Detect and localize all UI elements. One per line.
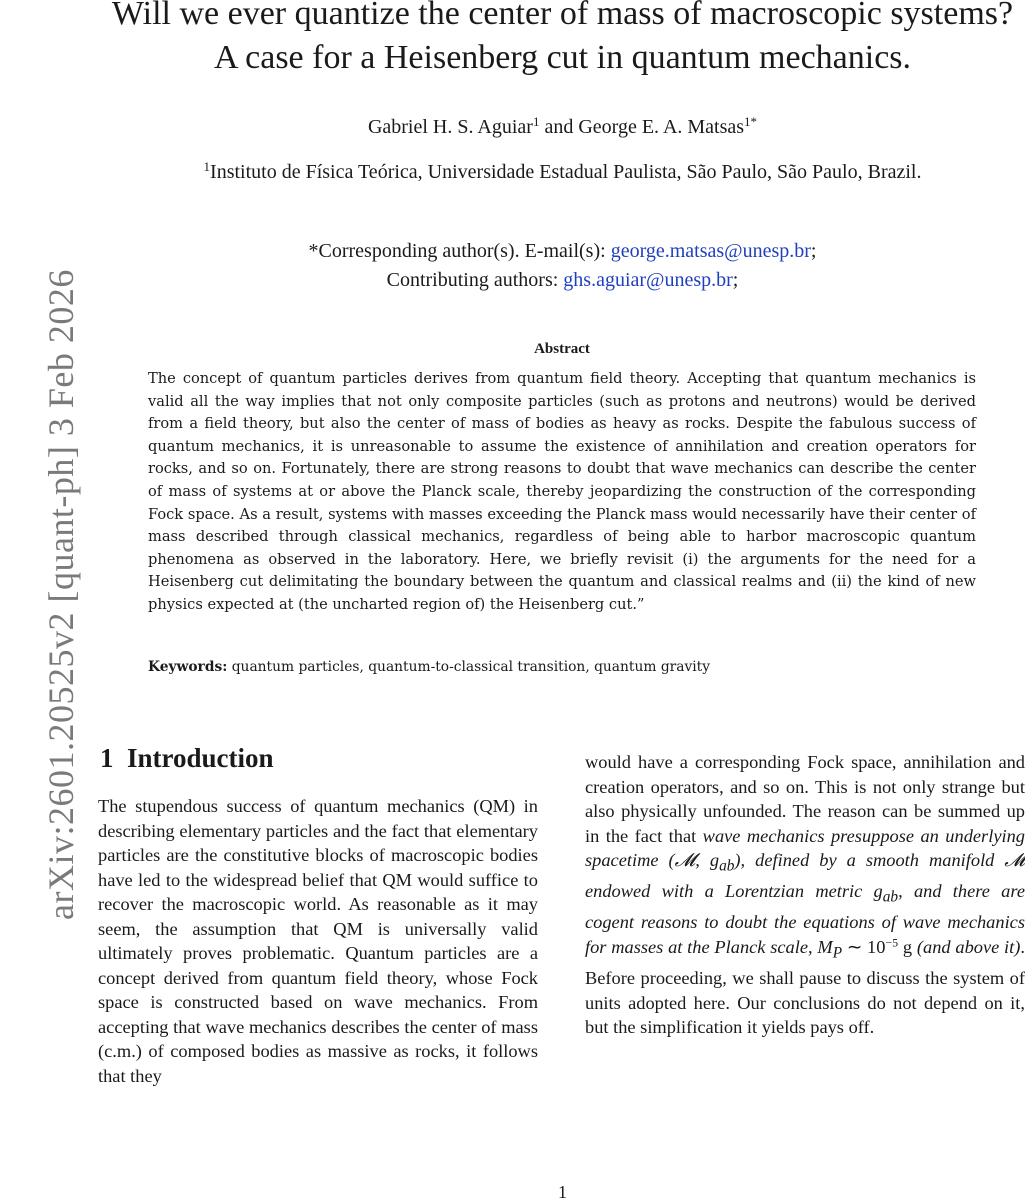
keywords-label: Keywords: bbox=[148, 659, 228, 675]
body-column-right bbox=[585, 750, 1025, 1040]
body-column-left bbox=[98, 794, 538, 1088]
corresponding-line bbox=[100, 237, 1025, 266]
corresponding-label: *Corresponding author(s). E-mail(s): bbox=[308, 240, 611, 262]
text-run: ∼ 10 bbox=[842, 936, 886, 957]
math-symbol: 𝓜 bbox=[674, 850, 696, 870]
affiliation-marker: 1 bbox=[203, 158, 211, 174]
author-name: Gabriel H. S. Aguiar bbox=[367, 116, 533, 138]
paper-title: Will we ever quantize the center of mass of macroscopic systems? A case for a Heisenberg cut in quantum mechanics. bbox=[111, 0, 1014, 76]
text-run: , g bbox=[695, 850, 720, 870]
text-run: wave mechanics presuppose an underlying spacetime ( bbox=[585, 825, 1025, 870]
affiliation-marker: 1 bbox=[532, 113, 540, 129]
affiliation bbox=[100, 158, 1025, 184]
italic-run: (and above it) bbox=[916, 936, 1021, 957]
author-name: George E. A. Matsas bbox=[578, 116, 745, 138]
text-run: ), defined by a smooth manifold bbox=[734, 850, 1005, 870]
math-symbol: 𝓜 bbox=[1004, 850, 1025, 870]
contributing-line bbox=[100, 266, 1025, 295]
keywords bbox=[148, 657, 976, 677]
section-number: 1 bbox=[100, 743, 114, 773]
abstract-heading: Abstract bbox=[534, 341, 590, 357]
math-subscript: ab bbox=[719, 857, 735, 875]
text-run: endowed with a Lorentzian metric g bbox=[585, 881, 883, 902]
abstract-text: The concept of quantum particles derives from quantum field theory. Accepting that quantum mechanics is valid all the way implies that not only composite particles (such as protons and neutrons) would be derived from a field theory, but also the center of mass of bodies as heavy as rocks. Despite the fabulous success of quantum mechanics, it is unreasonable to assume the existence of annihilation and creation operators for rocks, and so on. Fortunately, there are strong reasons to doubt that wave mechanics can describe the center of mass of systems at or above the Planck scale, thereby jeopardizing the construction of the corresponding Fock space. As a result, systems with masses exceeding the Planck mass would necessarily have their center of mass described through classical mechanics, regardless of being able to harbor macroscopic quantum phenomena as observed in the laboratory. Here, we briefly revisit (i) the arguments for the need for a Heisenberg cut delimitating the boundary between the quantum and classical realms and (ii) the kind of new physics expected at (the uncharted region of) the Heisenberg cut.” bbox=[148, 370, 976, 613]
page-number: 1 bbox=[558, 1182, 567, 1202]
author-list bbox=[100, 113, 1025, 139]
section-title: Introduction bbox=[127, 743, 274, 773]
text-run: would have a corresponding Fock space, annihilation and creation operators, and so on. This is not only strange but also physically unfounded. The reason can be summed up in the fact that bbox=[585, 752, 1025, 846]
keywords-text: quantum particles, quantum-to-classical transition, quantum gravity bbox=[227, 659, 711, 675]
text-run: . Before proceeding, we shall pause to discuss the system of units adopted here. Our conclusions do not depend on it, but the simplification it yields pays off. bbox=[585, 936, 1025, 1038]
separator: ; bbox=[732, 269, 739, 291]
contributing-email-link[interactable]: ghs.aguiar@unesp.br bbox=[563, 269, 733, 291]
contact-block bbox=[100, 237, 1025, 295]
body-paragraph bbox=[585, 750, 1025, 1040]
text-run: , and there are cogent reasons to doubt the equations of wave mechanics for masses at the Planck scale, M bbox=[585, 881, 1025, 957]
arxiv-identifier-stamp: arXiv:2601.20525v2 [quant-ph] 3 Feb 2026 bbox=[41, 269, 81, 920]
corresponding-email-link[interactable]: george.matsas@unesp.br bbox=[610, 240, 811, 262]
section-heading bbox=[100, 743, 274, 774]
affiliation-text: Instituto de Física Teórica, Universidade Estadual Paulista, São Paulo, São Paulo, Brazil. bbox=[210, 161, 922, 183]
math-subscript: P bbox=[832, 944, 843, 962]
math-subscript: ab bbox=[882, 888, 899, 906]
author-conjunction: and bbox=[539, 116, 579, 138]
affiliation-marker: 1* bbox=[744, 113, 758, 129]
separator: ; bbox=[810, 240, 817, 262]
body-paragraph: The stupendous success of quantum mechanics (QM) in describing elementary particles and the fact that elementary particles are the constitutive blocks of macroscopic bodies have led to the widespread belief that QM would suffice to recover the macroscopic world. As reasonable as it may seem, the assumption that QM is universally valid ultimately proves problematic. Quantum particles are a concept derived from quantum field theory, whose Fock space is constructed based on wave mechanics. From accepting that wave mechanics describes the center of mass (c.m.) of composed bodies as massive as rocks, it follows that they bbox=[98, 796, 538, 1086]
text-run: g bbox=[898, 936, 917, 957]
contributing-label: Contributing authors: bbox=[386, 269, 564, 291]
math-exponent: −5 bbox=[885, 935, 899, 950]
